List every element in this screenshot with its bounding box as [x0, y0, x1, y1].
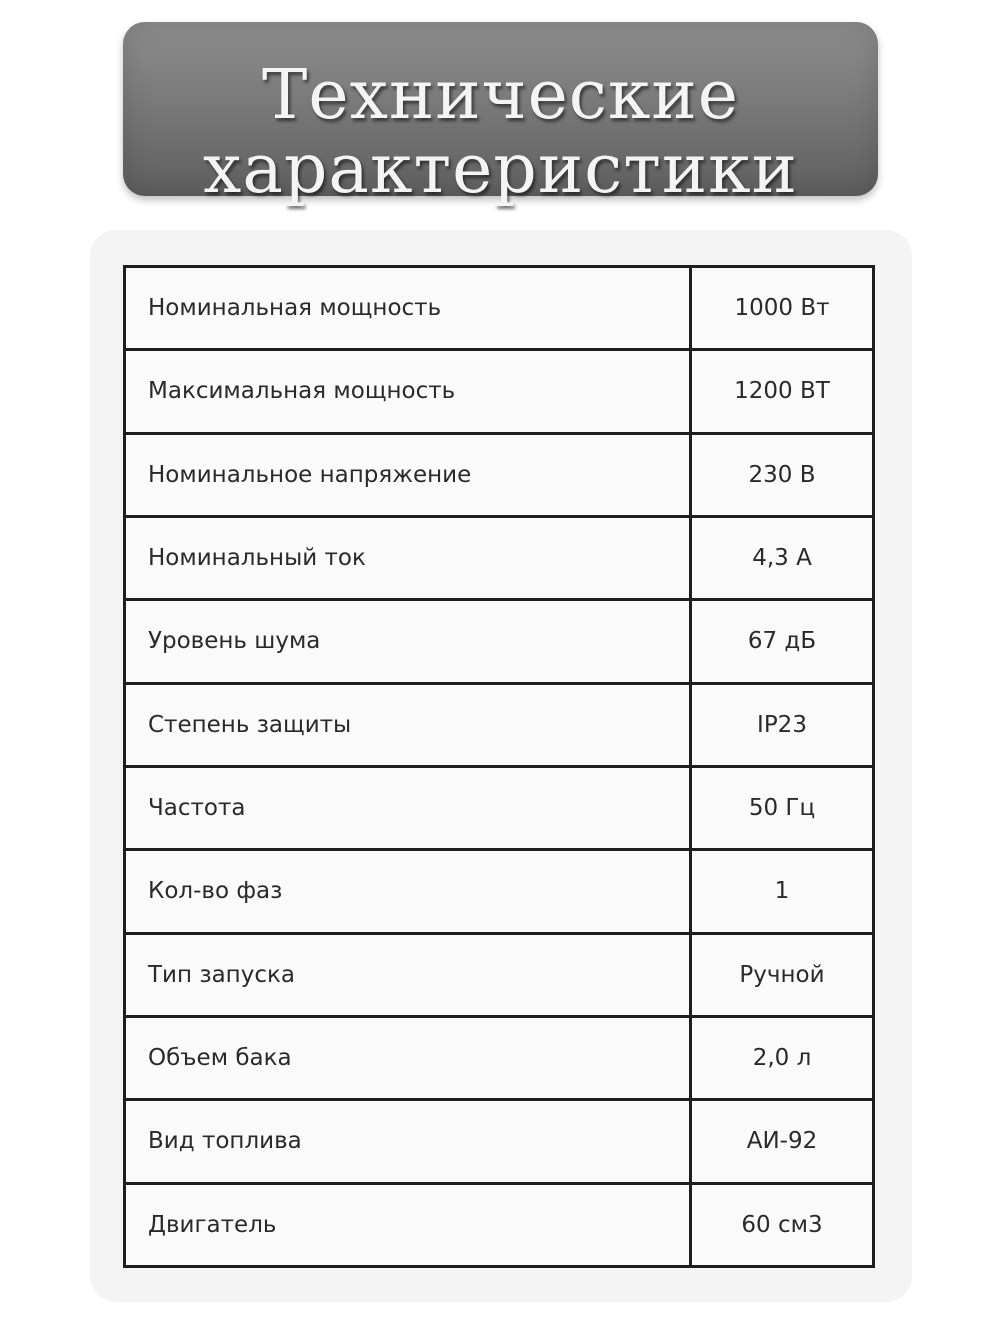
spec-name: Максимальная мощность — [125, 350, 691, 433]
spec-name: Кол-во фаз — [125, 850, 691, 933]
spec-name: Номинальное напряжение — [125, 433, 691, 516]
spec-name: Номинальный ток — [125, 516, 691, 599]
spec-name: Тип запуска — [125, 933, 691, 1016]
spec-name: Частота — [125, 766, 691, 849]
spec-value: IP23 — [691, 683, 874, 766]
spec-value: 1 — [691, 850, 874, 933]
table-row — [125, 350, 874, 433]
spec-name: Объем бака — [125, 1016, 691, 1099]
page-title-line-1: Технические — [262, 56, 739, 135]
table-row — [125, 1016, 874, 1099]
table-row — [125, 850, 874, 933]
spec-value: 230 В — [691, 433, 874, 516]
spec-value: Ручной — [691, 933, 874, 1016]
spec-value: 50 Гц — [691, 766, 874, 849]
spec-name: Номинальная мощность — [125, 267, 691, 350]
page-title-line-2: характеристики — [202, 130, 799, 209]
table-row — [125, 600, 874, 683]
title-banner — [123, 22, 878, 209]
table-row — [125, 933, 874, 1016]
spec-value: 1200 ВТ — [691, 350, 874, 433]
table-row — [125, 267, 874, 350]
spec-value: 4,3 А — [691, 516, 874, 599]
table-row — [125, 516, 874, 599]
spec-name: Двигатель — [125, 1183, 691, 1266]
spec-name: Степень защиты — [125, 683, 691, 766]
table-row — [125, 1100, 874, 1183]
spec-value: 1000 Вт — [691, 267, 874, 350]
table-row — [125, 433, 874, 516]
table-row — [125, 766, 874, 849]
spec-value: 2,0 л — [691, 1016, 874, 1099]
table-row — [125, 683, 874, 766]
spec-value: АИ-92 — [691, 1100, 874, 1183]
spec-name: Уровень шума — [125, 600, 691, 683]
spec-name: Вид топлива — [125, 1100, 691, 1183]
spec-value: 67 дБ — [691, 600, 874, 683]
specs-table — [123, 265, 875, 1268]
spec-value: 60 см3 — [691, 1183, 874, 1266]
table-row — [125, 1183, 874, 1266]
